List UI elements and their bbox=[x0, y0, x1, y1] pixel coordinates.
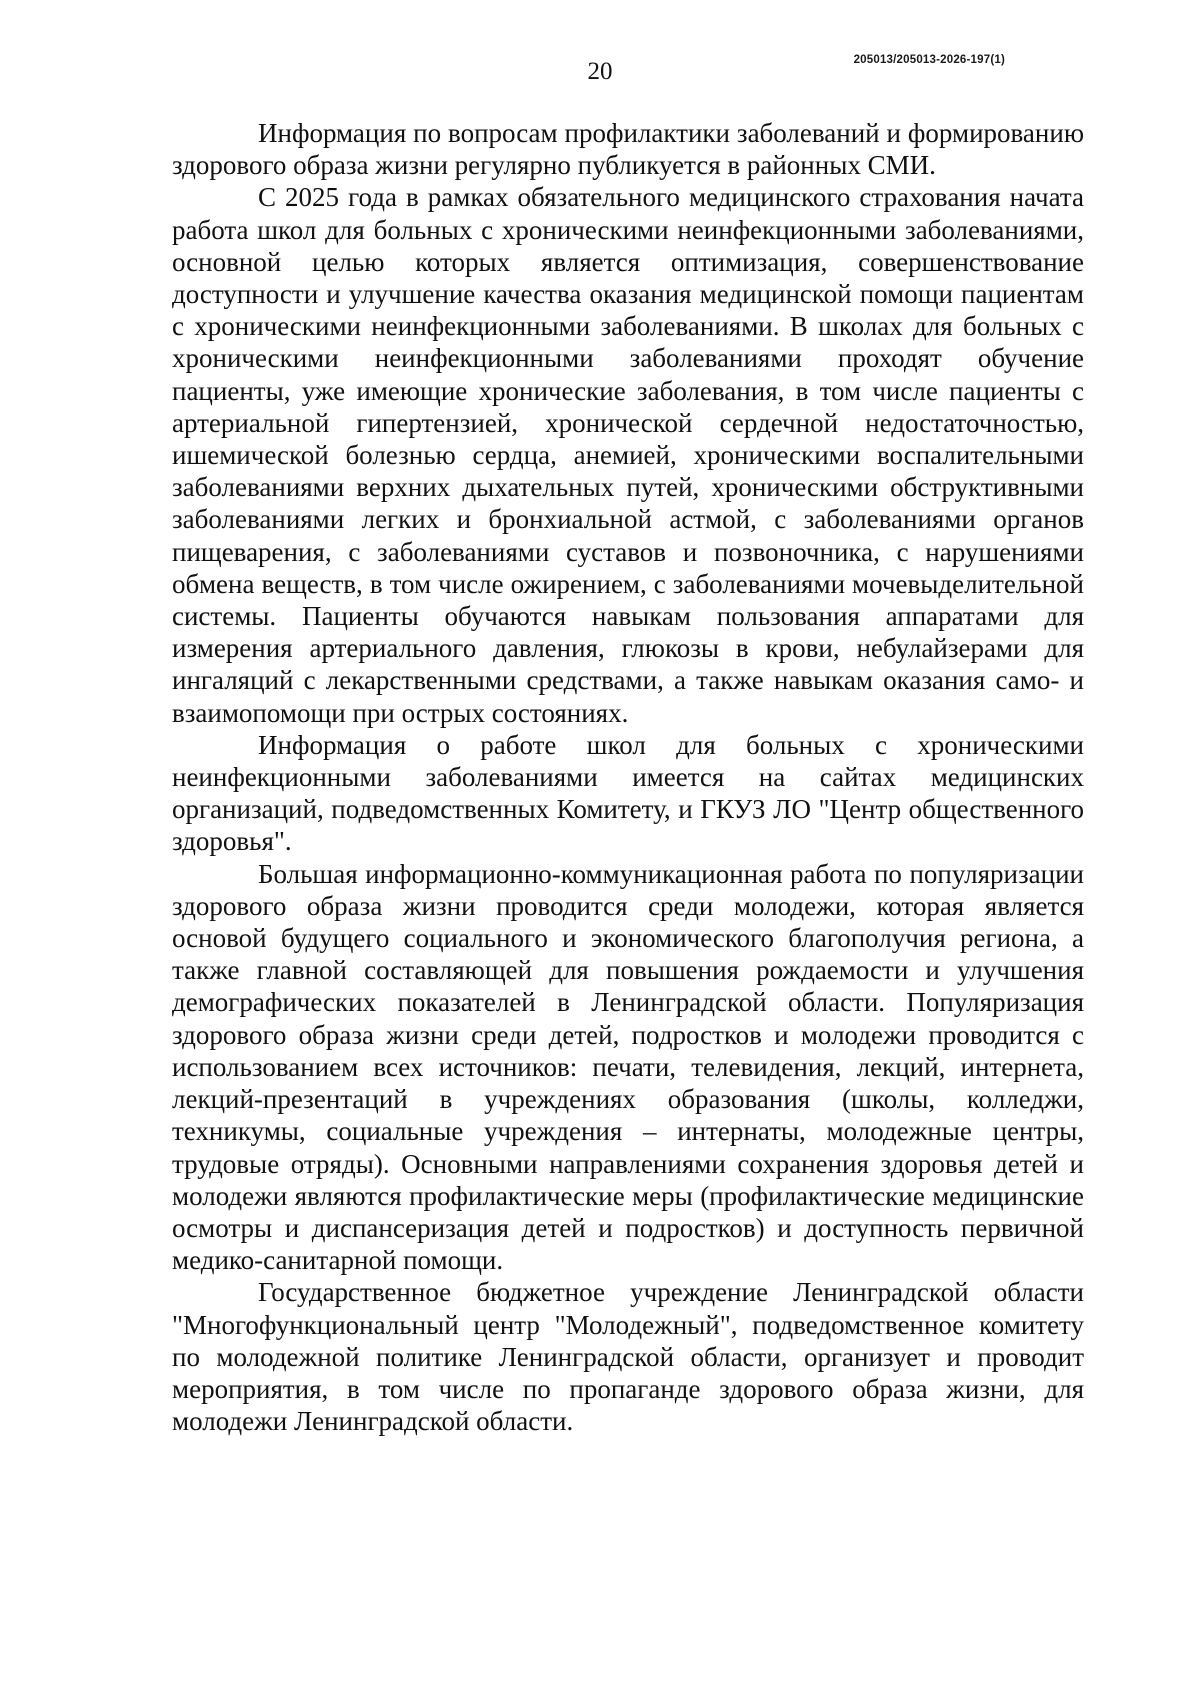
document-body bbox=[172, 117, 1084, 1437]
paragraph-youth-healthy-lifestyle: Большая информационно-коммуникационная работа по популяризации здорового образа жизни проводится среди молодежи, которая является основой будущего социального и экономического благополучия региона, а также главной составляющей для повышения рождаемости и улучшения демографических показателей в Ленинградской области. Популяризация здорового образа жизни среди детей, подростков и молодежи проводится с использованием всех источников: печати, телевидения, лекций, интернета, лекций-презентаций в учреждениях образования (школы, колледжи, техникумы, социальные учреждения – интернаты, молодежные центры, трудовые отряды). Основными направлениями сохранения здоровья детей и молодежи являются профилактические меры (профилактические медицинские осмотры и диспансеризация детей и подростков) и доступность первичной медико-санитарной помощи. bbox=[172, 858, 1084, 1276]
paragraph-youth-center: Государственное бюджетное учреждение Ленинградской области "Многофункциональный центр "Молодежный", подведомственное комитету по молодежной политике Ленинградской области, организует и проводит мероприятия, в том числе по пропаганде здорового образа жизни, для молодежи Ленинградской области. bbox=[172, 1277, 1084, 1437]
page-number: 20 bbox=[587, 58, 613, 85]
document-id: 205013/205013-2026-197(1) bbox=[853, 54, 1005, 66]
paragraph-schools-information: Информация о работе школ для больных с хроническими неинфекционными заболеваниями имеется на сайтах медицинских организаций, подведомственных Комитету, и ГКУЗ ЛО "Центр общественного здоровья". bbox=[172, 729, 1084, 857]
paragraph-health-information: Информация по вопросам профилактики заболеваний и формированию здорового образа жизни регулярно публикуется в районных СМИ. bbox=[172, 118, 1084, 181]
paragraph-chronic-disease-schools: С 2025 года в рамках обязательного медицинского страхования начата работа школ для больных с хроническими неинфекционными заболеваниями, основной целью которых является оптимизация, совершенствование доступности и улучшение качества оказания медицинской помощи пациентам с хроническими неинфекционными заболеваниями. В школах для больных с хроническими неинфекционными заболеваниями проходят обучение пациенты, уже имеющие хронические заболевания, в том числе пациенты с артериальной гипертензией, хронической сердечной недостаточностью, ишемической болезнью сердца, анемией, хроническими воспалительными заболеваниями верхних дыхательных путей, хроническими обструктивными заболеваниями легких и бронхиальной астмой, с заболеваниями органов пищеварения, с заболеваниями суставов и позвоночника, с нарушениями обмена веществ, в том числе ожирением, с заболеваниями мочевыделительной системы. Пациенты обучаются навыкам пользования аппаратами для измерения артериального давления, глюкозы в крови, небулайзерами для ингаляций с лекарственными средствами, а также навыкам оказания само- и взаимопомощи при острых состояниях. bbox=[172, 182, 1084, 728]
